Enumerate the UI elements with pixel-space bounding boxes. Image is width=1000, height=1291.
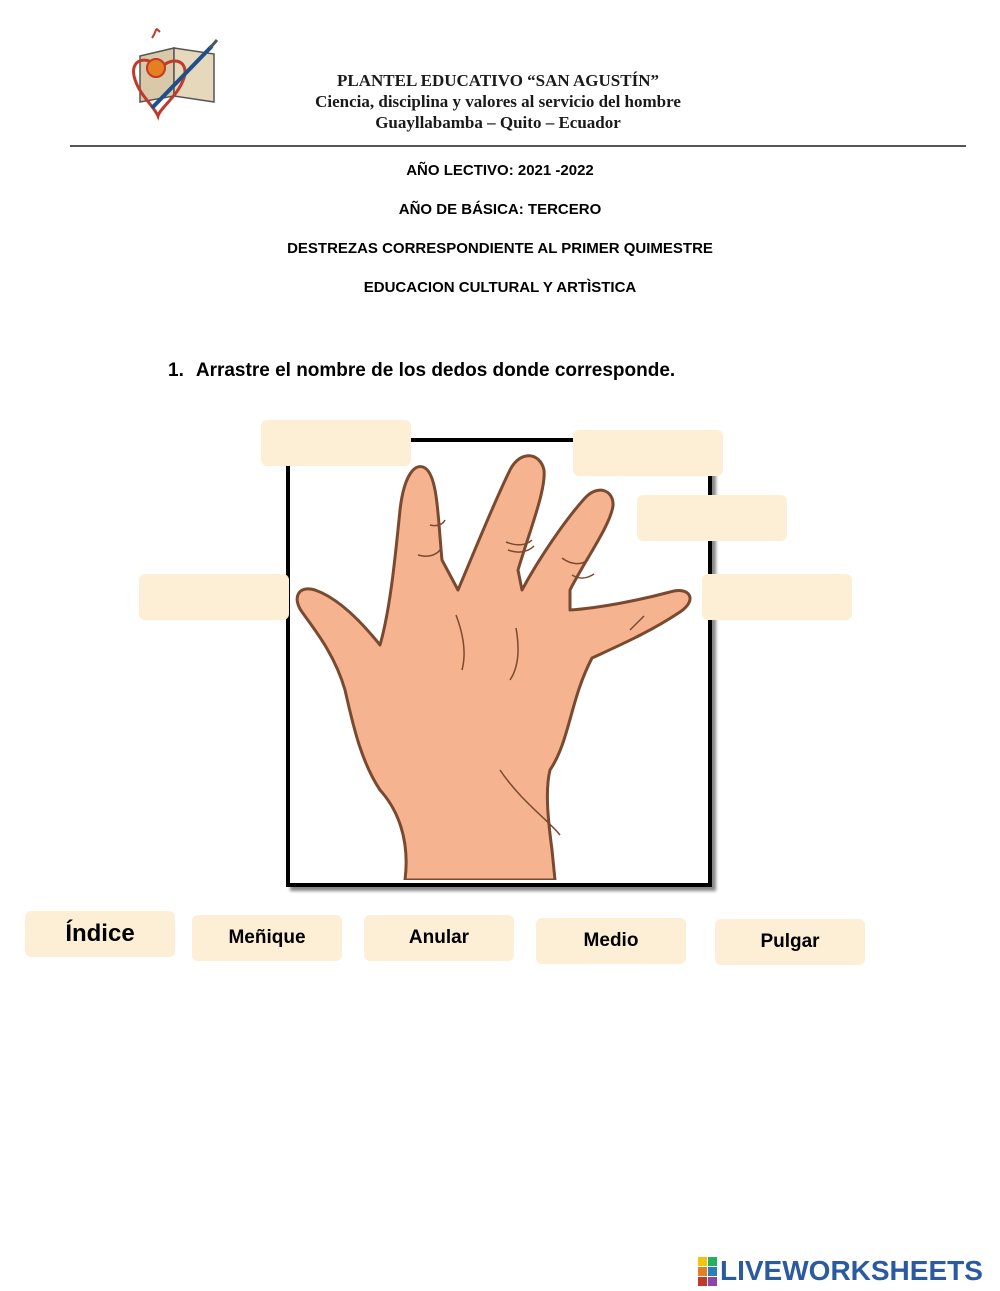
liveworksheets-logo [698, 1256, 983, 1286]
drop-zone-ring[interactable] [637, 495, 787, 541]
word-pulgar[interactable]: Pulgar [715, 919, 865, 965]
brand-squares-icon [698, 1257, 717, 1286]
drop-zone-index[interactable] [261, 420, 411, 466]
school-motto: Ciencia, disciplina y valores al servicio del hombre [315, 92, 681, 111]
grade-level: AÑO DE BÁSICA: TERCERO [398, 201, 602, 218]
drop-zone-pinky[interactable] [702, 574, 852, 620]
question-text: Arrastre el nombre de los dedos donde corresponde. [195, 360, 676, 381]
school-logo [122, 26, 232, 126]
question-1 [168, 360, 687, 382]
skills-title: DESTREZAS CORRESPONDIENTE AL PRIMER QUIMESTRE [287, 240, 713, 257]
subject-title: EDUCACION CULTURAL Y ARTÌSTICA [363, 279, 637, 296]
school-location: Guayllabamba – Quito – Ecuador [375, 113, 621, 132]
word-anular[interactable]: Anular [364, 915, 514, 961]
school-header [230, 70, 766, 133]
drop-zone-thumb[interactable] [139, 574, 289, 620]
header-divider [70, 145, 966, 147]
school-name: PLANTEL EDUCATIVO “SAN AGUSTÍN” [337, 71, 659, 90]
word-indice[interactable]: Índice [25, 911, 175, 957]
word-menique[interactable]: Meñique [192, 915, 342, 961]
drop-zone-middle[interactable] [573, 430, 723, 476]
brand-name: LIVEWORKSHEETS [720, 1255, 983, 1286]
question-number: 1. [168, 360, 184, 381]
school-year: AÑO LECTIVO: 2021 -2022 [406, 162, 594, 179]
word-medio[interactable]: Medio [536, 918, 686, 964]
